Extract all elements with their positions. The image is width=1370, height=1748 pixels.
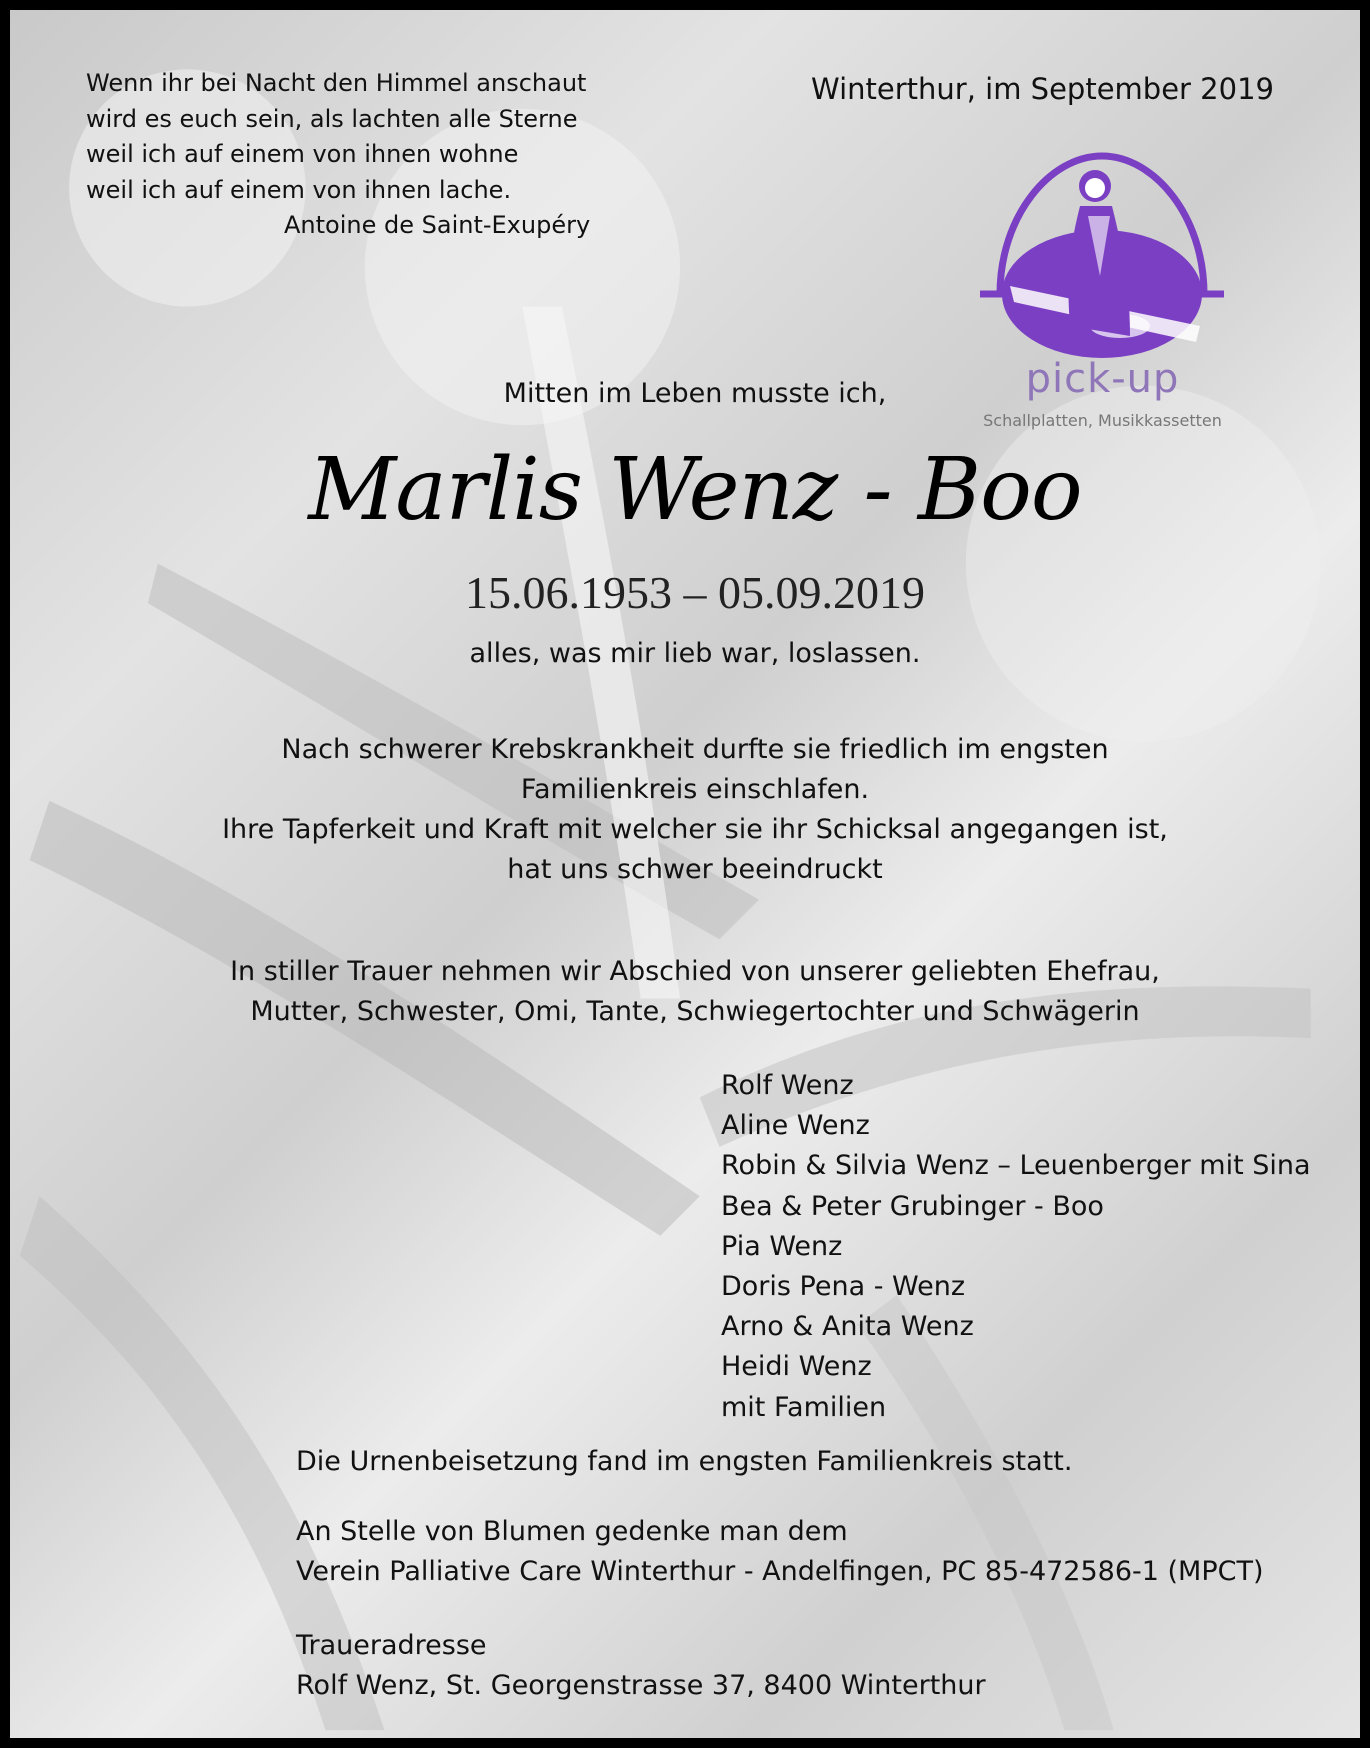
message-line: Nach schwerer Krebskrankheit durfte sie friedlich im engsten	[281, 734, 1109, 765]
list-item: Bea & Peter Grubinger - Boo	[721, 1190, 1104, 1222]
quote-block	[86, 66, 590, 244]
message-line: Familienkreis einschlafen.	[520, 774, 870, 805]
life-dates: 15.06.1953 – 05.09.2019	[465, 567, 925, 618]
quote-line: weil ich auf einem von ihnen lache.	[86, 175, 512, 204]
address-value: Rolf Wenz, St. Georgenstrasse 37, 8400 Winterthur	[296, 1670, 986, 1701]
quote-line: wird es euch sein, als lachten alle Sterne	[86, 104, 578, 133]
list-item: Rolf Wenz	[721, 1070, 854, 1101]
record-lady-logo-icon	[970, 146, 1235, 376]
family-list	[721, 1066, 1311, 1428]
message-line: Ihre Tapferkeit und Kraft mit welcher sie ihr Schicksal angegangen ist,	[222, 814, 1168, 845]
quote-line: Wenn ihr bei Nacht den Himmel anschaut	[86, 69, 587, 97]
place-date: Winterthur, im September 2019	[811, 72, 1274, 106]
quote-line: weil ich auf einem von ihnen wohne	[86, 140, 519, 168]
quote-author: Antoine de Saint-Exupéry	[284, 211, 591, 239]
message-paragraph	[10, 730, 1370, 890]
donation-line: Verein Palliative Care Winterthur - Andelfingen, PC 85-472586-1 (MPCT)	[296, 1556, 1264, 1587]
deceased-name: Marlis Wenz - Boo	[308, 440, 1082, 540]
burial-text: Die Urnenbeisetzung fand im engsten Familienkreis statt.	[296, 1446, 1073, 1477]
farewell-line: Mutter, Schwester, Omi, Tante, Schwiegertochter und Schwägerin	[250, 996, 1140, 1027]
list-item: Pia Wenz	[721, 1230, 843, 1262]
address-label: Traueradresse	[296, 1630, 487, 1661]
farewell-line: In stiller Trauer nehmen wir Abschied von unserer geliebten Ehefrau,	[230, 956, 1160, 987]
list-item: Arno & Anita Wenz	[721, 1311, 974, 1343]
list-item: Heidi Wenz	[721, 1351, 872, 1383]
list-item: mit Familien	[721, 1391, 887, 1423]
donation-info	[296, 1512, 1264, 1592]
intro-text: Mitten im Leben musste ich,	[503, 378, 887, 409]
message-line: hat uns schwer beeindruckt	[507, 854, 883, 885]
burial-info	[296, 1442, 1072, 1482]
list-item: Doris Pena - Wenz	[721, 1271, 966, 1303]
list-item: Robin & Silvia Wenz – Leuenberger mit Sina	[721, 1150, 1311, 1182]
farewell-paragraph	[10, 952, 1370, 1032]
logo-subtitle: Schallplatten, Musikkassetten	[983, 411, 1222, 430]
list-item: Aline Wenz	[721, 1110, 870, 1142]
donation-line: An Stelle von Blumen gedenke man dem	[296, 1516, 848, 1547]
address-info	[296, 1626, 986, 1706]
letgo-text: alles, was mir lieb war, loslassen.	[469, 638, 921, 669]
logo-name: pick-up	[1025, 356, 1180, 402]
